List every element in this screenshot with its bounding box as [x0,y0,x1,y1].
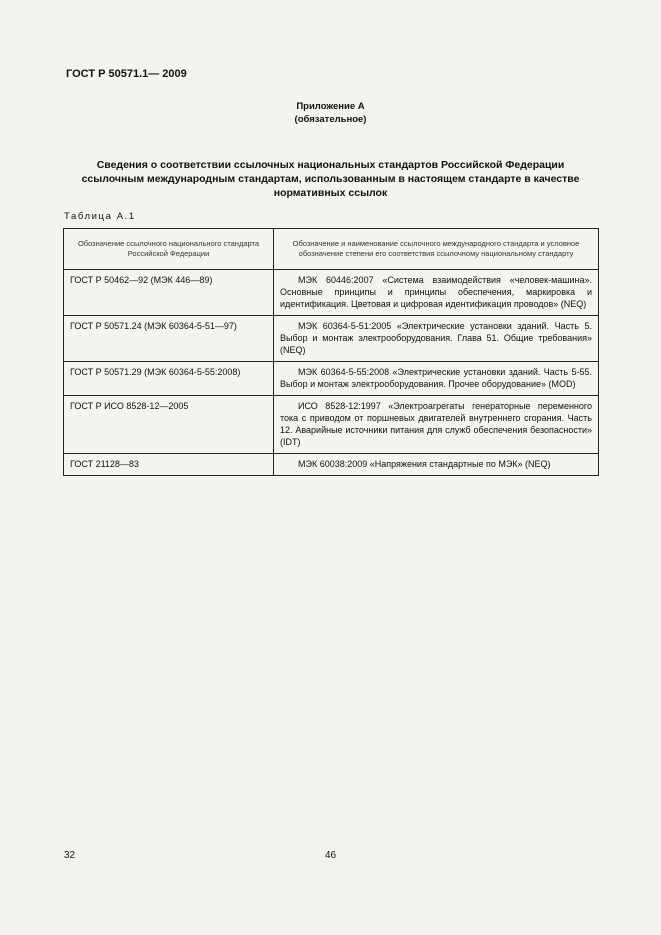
table-row [64,270,599,316]
page-number-left: 32 [64,850,76,861]
national-standard-cell: ГОСТ Р 50571.24 (МЭК 60364-5-51—97) [64,316,274,362]
table-row [64,316,599,362]
page-number-center: 46 [324,850,337,861]
international-standard-cell: МЭК 60364-5-51:2005 «Электрические установки зданий. Часть 5. Выбор и монтаж электрооборудования. Глава 51. Общие требования» (NEQ) [274,316,599,362]
national-standard-cell: ГОСТ Р ИСО 8528-12—2005 [64,396,274,454]
national-standard-cell: ГОСТ 21128—83 [64,454,274,476]
appendix-status: (обязательное) [294,114,367,125]
section-title-line: ссылочным международным стандартам, использованным в настоящем стандарте в качестве [81,173,580,185]
section-title [60,158,601,200]
table-header-row [64,229,599,270]
table-row [64,454,599,476]
international-standard-cell: МЭК 60038:2009 «Напряжения стандартные по МЭК» (NEQ) [274,454,599,476]
table-row [64,362,599,396]
national-standard-cell: ГОСТ Р 50571.29 (МЭК 60364-5-55:2008) [64,362,274,396]
appendix-heading [0,100,661,126]
table-caption: Таблица А.1 [64,211,136,222]
national-standard-cell: ГОСТ Р 50462—92 (МЭК 446—89) [64,270,274,316]
appendix-title: Приложение А [296,101,365,112]
section-title-line: Сведения о соответствии ссылочных национальных стандартов Российской Федерации [96,159,565,171]
header-national-standard: Обозначение ссылочного национального стандарта Российской Федерации [64,229,274,270]
international-standard-cell: МЭК 60446:2007 «Система взаимодействия «человек-машина». Основные принципы и принципы обеспечения, маркировка и идентификация. Цветовая и цифровая идентификация проводов» (NEQ) [274,270,599,316]
section-title-line: нормативных ссылок [273,187,388,199]
table-row [64,396,599,454]
document-code: ГОСТ Р 50571.1— 2009 [66,68,187,80]
header-international-standard: Обозначение и наименование ссылочного международного стандарта и условное обозначение степени его соответствия ссылочному национальному стандарту [274,229,599,270]
reference-table [63,228,599,476]
international-standard-cell: МЭК 60364-5-55:2008 «Электрические установки зданий. Часть 5-55. Выбор и монтаж электрооборудования. Прочее оборудование» (MOD) [274,362,599,396]
international-standard-cell: ИСО 8528-12:1997 «Электроагрегаты генераторные переменного тока с приводом от поршневых двигателей внутреннего сгорания. Часть 12. Аварийные источники питания для служб обеспечения безопасности» (IDT) [274,396,599,454]
